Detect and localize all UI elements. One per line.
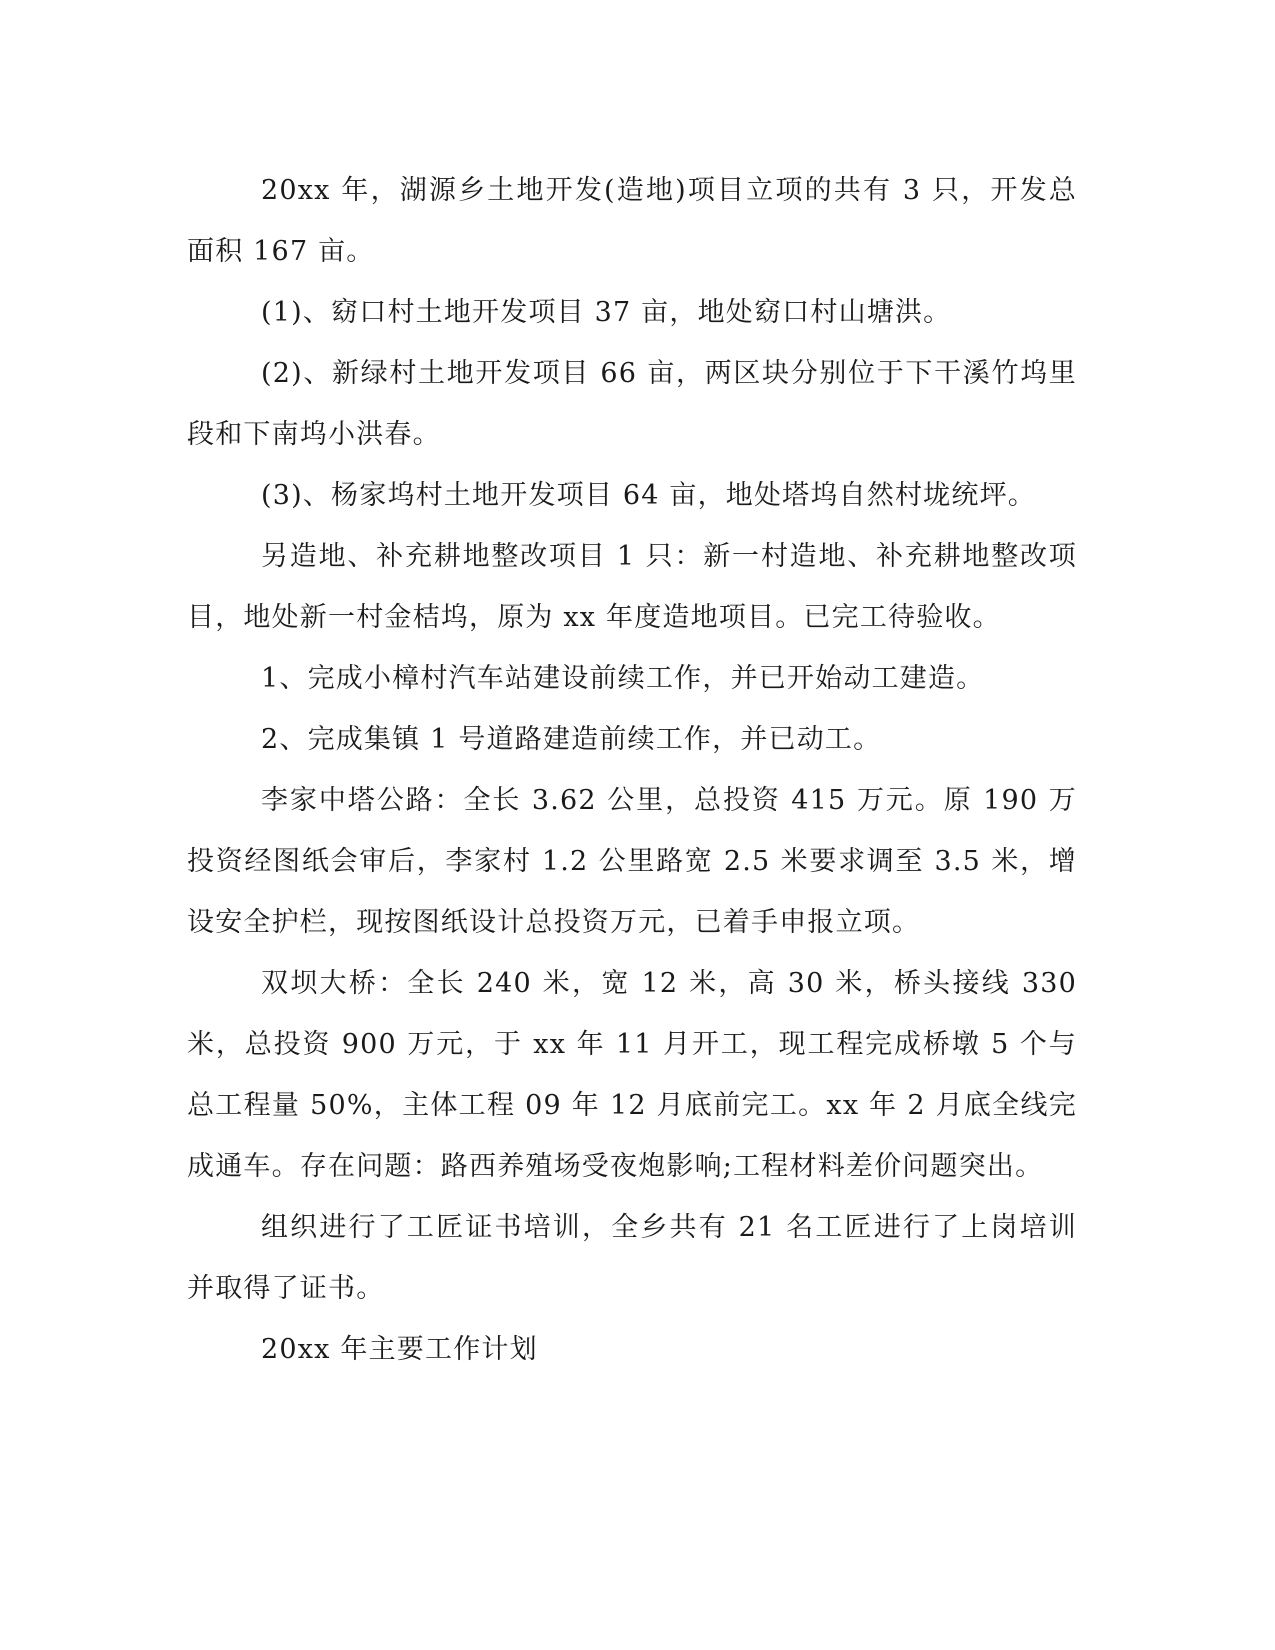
paragraph-shuangba-bridge: 双坝大桥：全长 240 米，宽 12 米，高 30 米，桥头接线 330 米，总投资 900 万元，于 xx 年 11 月开工，现工程完成桥墩 5 个与总工程量 50%，主体工程 09 年 12 月底前完工。xx 年 2 月底全线完成通车。存在问题：路西养殖场受夜炮影响;工程材料差价问题突出。: [187, 968, 1077, 1182]
paragraph-bus-station: 1、完成小樟村汽车站建设前续工作，并已开始动工建造。: [261, 663, 985, 694]
paragraph-craftsman-training: 组织进行了工匠证书培训，全乡共有 21 名工匠进行了上岗培训并取得了证书。: [187, 1212, 1077, 1304]
paragraph-land-development-summary: 20xx 年，湖源乡土地开发(造地)项目立项的共有 3 只，开发总面积 167 亩。: [187, 175, 1077, 267]
section-heading-work-plan: 20xx 年主要工作计划: [261, 1334, 538, 1365]
paragraph-road-no1: 2、完成集镇 1 号道路建造前续工作，并已动工。: [261, 724, 882, 755]
paragraph-lijia-road: 李家中塔公路：全长 3.62 公里，总投资 415 万元。原 190 万投资经图纸会审后，李家村 1.2 公里路宽 2.5 米要求调至 3.5 米，增设安全护栏，现按图纸设计总投资万元，已着手申报立项。: [187, 785, 1077, 938]
paragraph-yangjiawu-project: (3)、杨家坞村土地开发项目 64 亩，地处塔坞自然村垅统坪。: [261, 480, 1036, 511]
document-body: [187, 160, 1077, 1380]
paragraph-xinlv-project: (2)、新绿村土地开发项目 66 亩，两区块分别位于下干溪竹坞里段和下南坞小洪春。: [187, 358, 1077, 450]
paragraph-rectification-project: 另造地、补充耕地整改项目 1 只：新一村造地、补充耕地整改项目，地处新一村金桔坞，原为 xx 年度造地项目。已完工待验收。: [187, 541, 1077, 633]
paragraph-yaokou-project: (1)、窈口村土地开发项目 37 亩，地处窈口村山塘洪。: [261, 297, 952, 328]
